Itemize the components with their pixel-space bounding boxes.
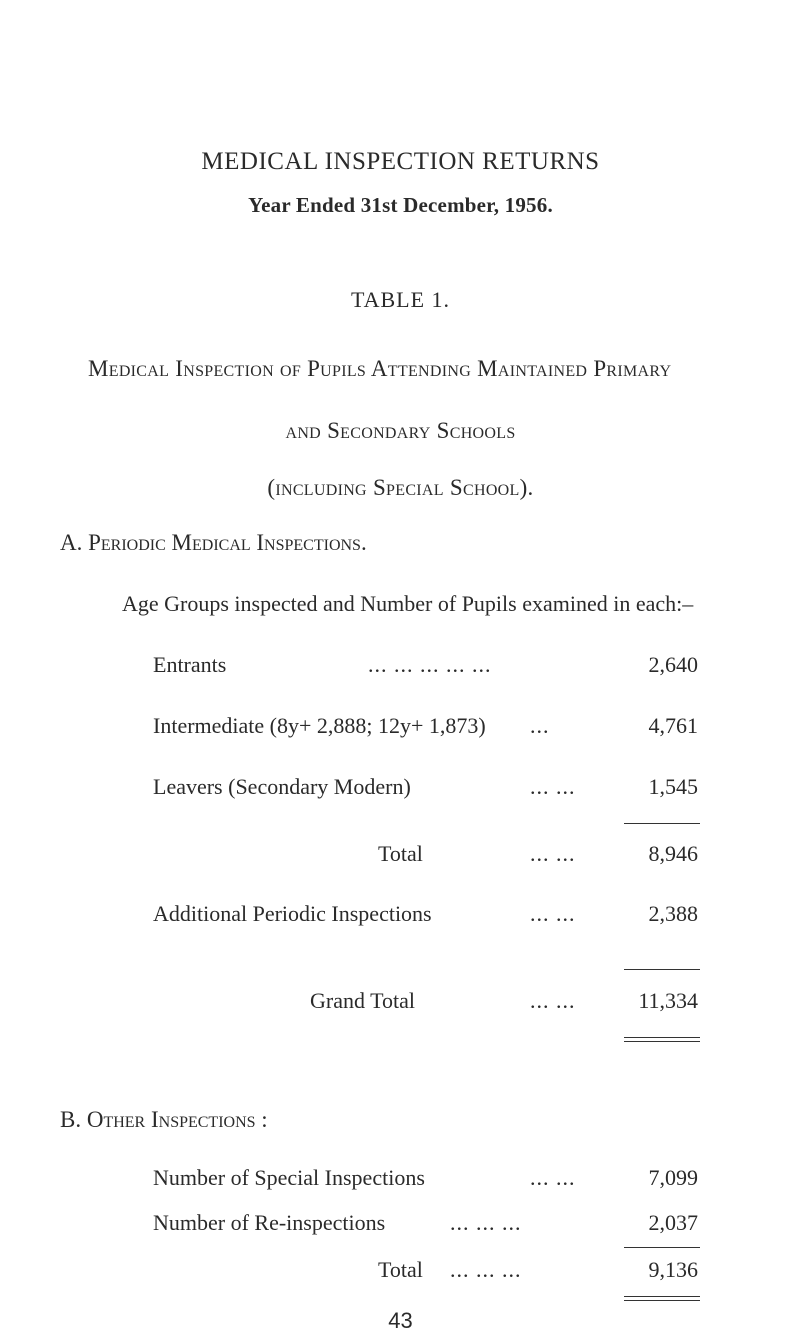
row-value-re-inspections: 2,037	[648, 1210, 698, 1235]
row-label-entrants: Entrants	[153, 652, 227, 677]
row-label-re-inspections: Number of Re-inspections	[153, 1210, 386, 1235]
row-leader-leavers: ... ...	[530, 774, 576, 799]
row-value-total-a: 8,946	[648, 841, 698, 866]
page-title: MEDICAL INSPECTION RETURNS	[201, 148, 600, 175]
page-number: 43	[388, 1308, 413, 1333]
row-value-total-b: 9,136	[648, 1257, 698, 1282]
section-b-double-rule	[624, 1296, 700, 1301]
section-a-lead: Age Groups inspected and Number of Pupils examined in each:–	[122, 591, 694, 616]
row-value-leavers: 1,545	[648, 774, 698, 799]
subtotal-rule	[624, 823, 700, 824]
row-leader-special-inspections: ... ...	[530, 1165, 576, 1190]
row-label-additional: Additional Periodic Inspections	[153, 901, 432, 926]
row-label-total-b: Total	[378, 1257, 423, 1282]
row-value-intermediate: 4,761	[648, 713, 698, 738]
table-heading-line-2: and Secondary Schools	[285, 418, 516, 443]
row-leader-additional: ... ...	[530, 901, 576, 926]
table-heading-line-1: Medical Inspection of Pupils Attending Maintained Primary	[88, 356, 672, 381]
row-label-intermediate: Intermediate (8y+ 2,888; 12y+ 1,873)	[153, 713, 486, 738]
table-number: TABLE 1.	[350, 287, 451, 312]
row-label-leavers: Leavers (Secondary Modern)	[153, 774, 411, 799]
section-b-heading: B. Other Inspections :	[60, 1107, 268, 1132]
row-label-total-a: Total	[378, 841, 423, 866]
grand-total-double-rule	[624, 1037, 700, 1042]
row-value-special-inspections: 7,099	[648, 1165, 698, 1190]
row-leader-total-b: ... ... ...	[450, 1257, 522, 1282]
row-value-grand-total: 11,334	[638, 988, 698, 1013]
row-label-grand-total: Grand Total	[310, 988, 415, 1013]
row-leader-grand-total: ... ...	[530, 988, 576, 1013]
row-leader-intermediate: ...	[530, 713, 550, 738]
row-label-special-inspections: Number of Special Inspections	[153, 1165, 425, 1190]
row-value-entrants: 2,640	[648, 652, 698, 677]
row-value-additional: 2,388	[648, 901, 698, 926]
page-subtitle: Year Ended 31st December, 1956.	[248, 193, 553, 217]
row-leader-total-a: ... ...	[530, 841, 576, 866]
grand-total-rule	[624, 969, 700, 970]
row-leader-entrants: ... ... ... ... ...	[368, 652, 492, 677]
section-b-total-rule	[624, 1247, 700, 1248]
row-leader-re-inspections: ... ... ...	[450, 1210, 522, 1235]
section-a-heading: A. Periodic Medical Inspections.	[60, 530, 367, 555]
table-heading-line-3: (including Special School).	[267, 475, 534, 500]
